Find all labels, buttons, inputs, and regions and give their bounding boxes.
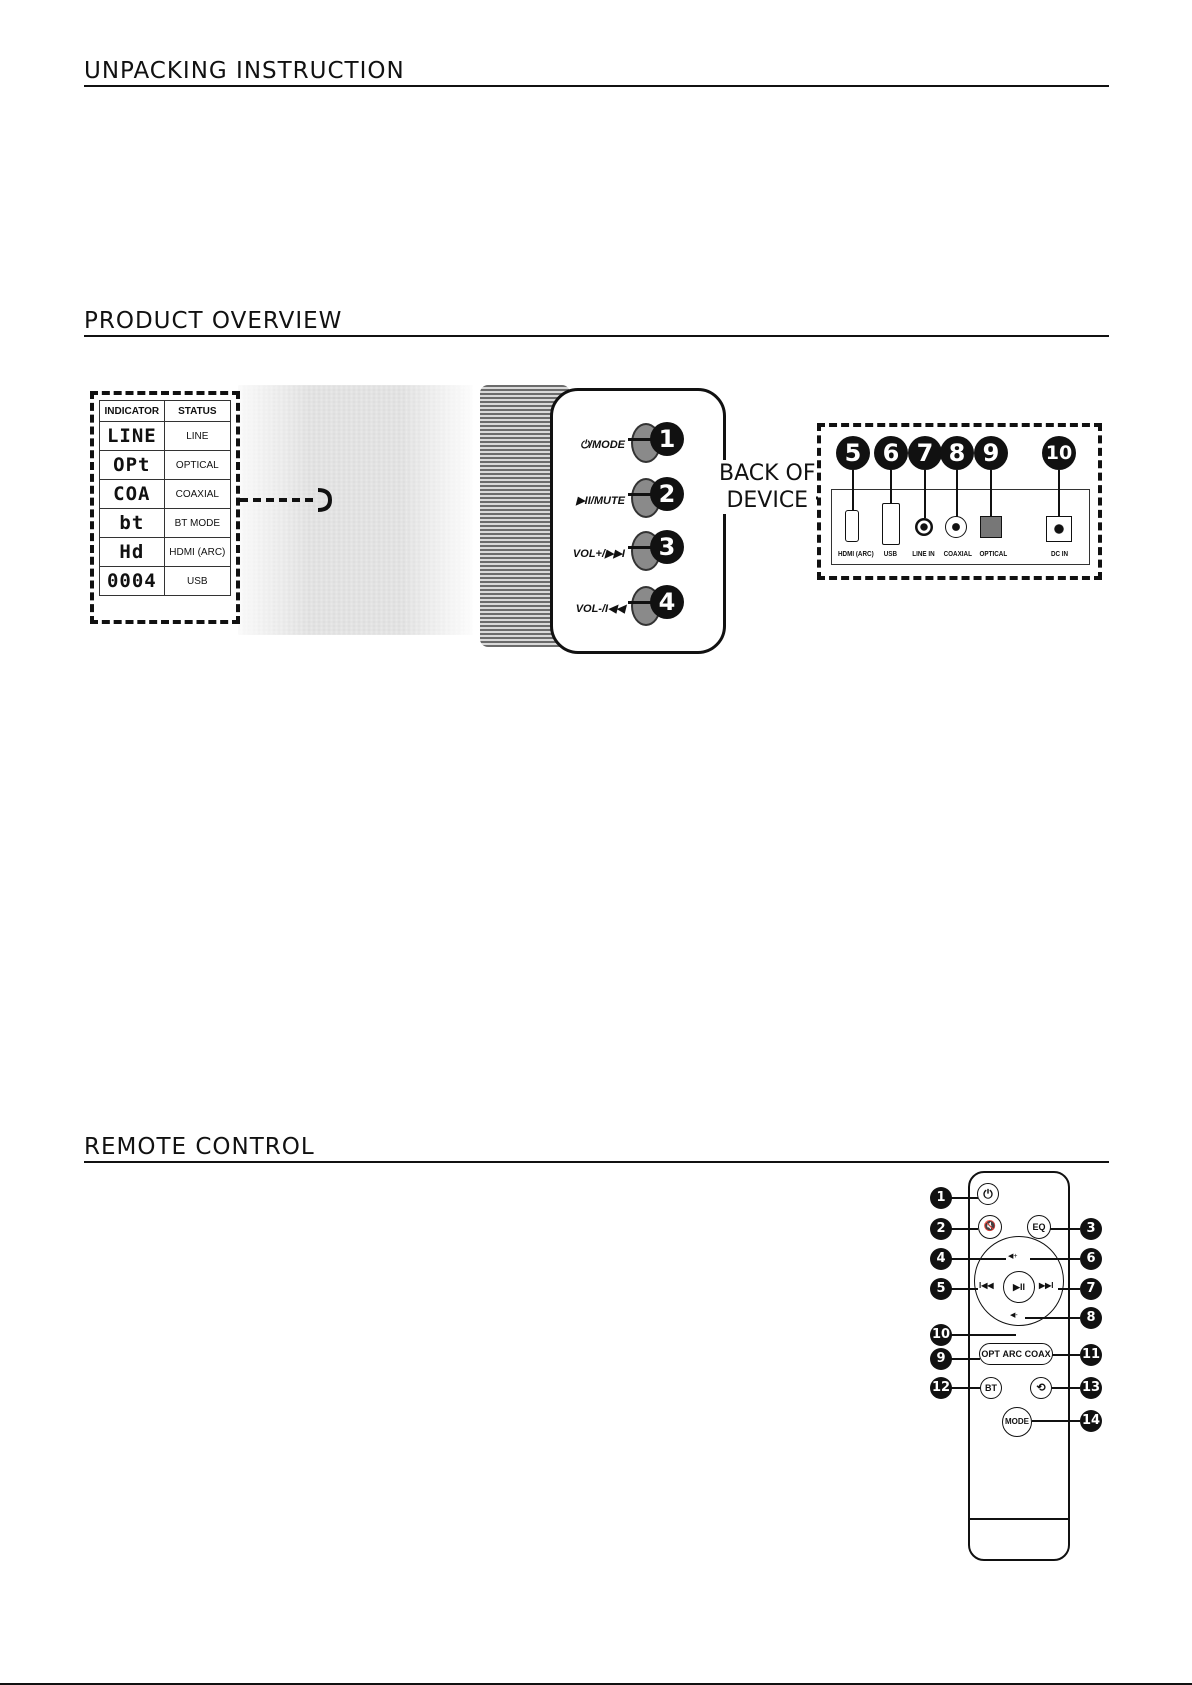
remote-vol-up-button[interactable]: ◀+ <box>1008 1253 1018 1260</box>
button-label-vol-down: VOL-/I◀◀ <box>575 603 625 615</box>
indicator-status: USB <box>164 567 230 596</box>
remote-callout-line <box>950 1288 978 1290</box>
callout-number: 2 <box>650 477 684 511</box>
indicator-table <box>99 400 231 596</box>
remote-callout: 5 <box>930 1278 952 1300</box>
remote-next-button[interactable]: ▶▶I <box>1039 1281 1054 1290</box>
port-callout: 8 <box>940 436 974 470</box>
remote-callout: 3 <box>1080 1218 1102 1240</box>
remote-callout: 12 <box>930 1377 952 1399</box>
remote-callout-line <box>1050 1228 1080 1230</box>
remote-callout-line <box>1025 1317 1080 1319</box>
remote-callout: 6 <box>1080 1248 1102 1270</box>
indicator-header: INDICATOR <box>100 401 165 422</box>
remote-divider <box>969 1518 1069 1520</box>
section-title-overview: PRODUCT OVERVIEW <box>84 308 1109 337</box>
port-callout: 5 <box>836 436 870 470</box>
status-header: STATUS <box>164 401 230 422</box>
remote-callout-line <box>1058 1288 1080 1290</box>
remote-callout: 2 <box>930 1218 952 1240</box>
remote-mode-button[interactable]: MODE <box>1002 1407 1032 1437</box>
line-in-jack <box>915 518 933 536</box>
back-of-device-line2: DEVICE <box>726 488 809 513</box>
port-label-line-in: LINE IN <box>912 551 935 558</box>
indicator-status: LINE <box>164 422 230 451</box>
indicator-status: BT MODE <box>164 509 230 538</box>
remote-callout-line <box>950 1258 1006 1260</box>
port-label-hdmi: HDMI (ARC) <box>837 551 874 558</box>
callout-number: 4 <box>650 585 684 619</box>
remote-callout-line <box>950 1197 978 1199</box>
indicator-display: 0004 <box>100 567 165 596</box>
display-pointer-arrow <box>238 480 338 520</box>
remote-prev-button[interactable]: I◀◀ <box>979 1281 994 1290</box>
section-title-remote: REMOTE CONTROL <box>84 1134 1109 1163</box>
remote-callout-line <box>950 1334 1016 1336</box>
remote-callout-line <box>950 1358 980 1360</box>
port-label-optical: OPTICAL <box>979 551 1008 558</box>
hdmi-port <box>845 510 859 542</box>
indicator-display: LINE <box>100 422 165 451</box>
button-label-vol-up: VOL+/▶▶I <box>572 548 625 560</box>
remote-arc-button[interactable]: ARC <box>1002 1349 1022 1359</box>
device-end-cap <box>550 388 726 654</box>
callout-number: 1 <box>650 422 684 456</box>
remote-callout-line <box>1052 1354 1080 1356</box>
port-label-dc-in: DC IN <box>1050 551 1069 558</box>
indicator-status: COAXIAL <box>164 480 230 509</box>
optical-port <box>980 516 1002 538</box>
remote-callout: 9 <box>930 1348 952 1370</box>
button-label-mode: ⏻/MODE <box>580 439 625 451</box>
remote-input-bar <box>979 1343 1053 1365</box>
port-leader <box>956 470 958 518</box>
back-of-device-line1: BACK OF <box>719 461 816 486</box>
port-callout: 10 <box>1042 436 1076 470</box>
indicator-table-box <box>90 391 240 624</box>
indicator-display: COA <box>100 480 165 509</box>
remote-callout: 1 <box>930 1187 952 1209</box>
remote-eq-button[interactable]: EQ <box>1027 1215 1051 1239</box>
remote-callout-line <box>1030 1258 1080 1260</box>
remote-callout: 8 <box>1080 1307 1102 1329</box>
remote-power-button[interactable]: ⏻ <box>977 1183 999 1205</box>
button-label-mute: ▶II/MUTE <box>576 495 625 507</box>
port-callout: 9 <box>974 436 1008 470</box>
port-label-coaxial: COAXIAL <box>943 551 972 558</box>
remote-callout-line <box>950 1387 980 1389</box>
callout-number: 3 <box>650 530 684 564</box>
indicator-status: OPTICAL <box>164 451 230 480</box>
usb-port <box>882 503 900 545</box>
remote-vol-down-button[interactable]: ◀- <box>1010 1312 1018 1319</box>
remote-repeat-button[interactable]: ⟲ <box>1030 1377 1052 1399</box>
remote-callout: 13 <box>1080 1377 1102 1399</box>
remote-callout: 14 <box>1080 1410 1102 1432</box>
remote-callout: 10 <box>930 1324 952 1346</box>
back-of-device-label <box>719 460 816 514</box>
coaxial-jack <box>945 516 967 538</box>
remote-bt-button[interactable]: BT <box>980 1377 1002 1399</box>
remote-callout: 4 <box>930 1248 952 1270</box>
port-label-usb: USB <box>883 551 898 558</box>
port-leader <box>890 470 892 504</box>
port-leader <box>852 470 854 510</box>
port-callout: 7 <box>908 436 942 470</box>
port-leader <box>1058 470 1060 518</box>
indicator-display: Hd <box>100 538 165 567</box>
remote-callout-line <box>1052 1387 1080 1389</box>
remote-opt-button[interactable]: OPT <box>981 1349 1000 1359</box>
port-leader <box>924 470 926 518</box>
remote-mute-button[interactable]: 🔇 <box>978 1215 1002 1239</box>
remote-callout: 11 <box>1080 1344 1102 1366</box>
dc-in-port <box>1046 516 1072 542</box>
port-callout: 6 <box>874 436 908 470</box>
indicator-display: OPt <box>100 451 165 480</box>
remote-callout: 7 <box>1080 1278 1102 1300</box>
remote-coax-button[interactable]: COAX <box>1024 1349 1051 1359</box>
remote-play-button[interactable]: ▶II <box>1003 1271 1035 1303</box>
remote-callout-line <box>950 1228 978 1230</box>
indicator-display: bt <box>100 509 165 538</box>
section-title-unpacking: UNPACKING INSTRUCTION <box>84 58 1109 87</box>
remote-callout-line <box>1032 1420 1080 1422</box>
port-leader <box>990 470 992 518</box>
indicator-status: HDMI (ARC) <box>164 538 230 567</box>
